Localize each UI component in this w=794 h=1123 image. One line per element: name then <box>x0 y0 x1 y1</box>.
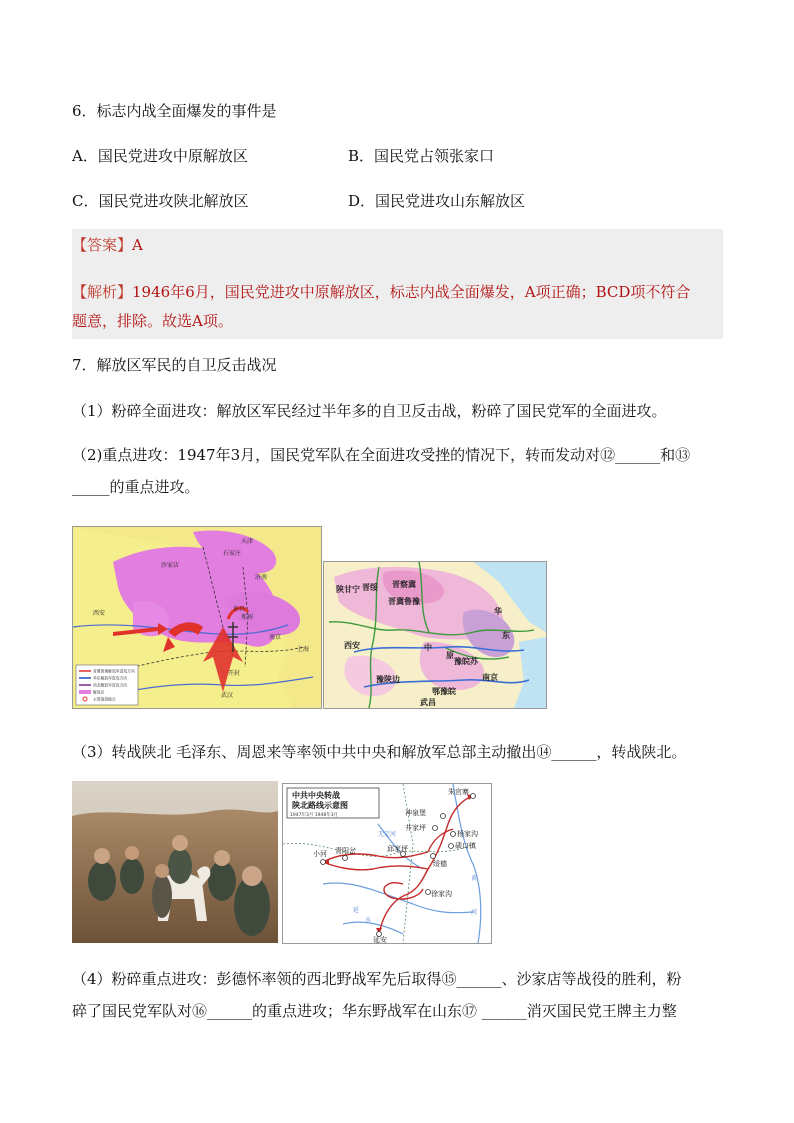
map1-legend-item-4: 解放区 <box>93 689 105 695</box>
q7-p3: （3）转战陕北 毛泽东、周恩来等率领中共中央和解放军总部主动撤出⑭______，转战陕北。 <box>72 743 687 761</box>
map1-label-xuchang: 许昌 <box>233 606 246 613</box>
map1-label-tianjin: 天津 <box>241 538 254 545</box>
map2-label-wuchang: 武昌 <box>420 698 436 707</box>
map3-place-suide: 绥德 <box>433 860 447 868</box>
map1-label-shijiazhuang: 石家庄 <box>223 550 242 557</box>
map2-label-jinsui: 晋绥 <box>362 583 378 592</box>
map1-legend-item-2: 华东解放军进攻方向 <box>93 675 128 681</box>
map3-place-qikouzhen: 碛口镇 <box>455 842 476 850</box>
map2-label-dong: 东 <box>502 631 510 640</box>
map1-legend-item-1: 晋冀鲁豫解放军进攻方向 <box>93 668 135 674</box>
map-central-offensive <box>72 526 322 709</box>
q7-p4-line1: （4）粉碎重点进攻：彭德怀率领的西北野战军先后取得⑮______、沙家店等战役的胜利，粉 <box>72 970 682 988</box>
q6-stem: 6．标志内战全面爆发的事件是 <box>72 102 277 120</box>
map1-label-zhengzhou: 郑州 <box>241 614 254 621</box>
analysis-line-1 <box>72 282 690 302</box>
answer-label: 【答案】 <box>72 236 133 254</box>
analysis-text-1: 1946年6月，国民党进攻中原解放区，标志内战全面爆发，A项正确；BCD项不符合 <box>132 283 691 301</box>
map2-label-xian: 西安 <box>344 641 360 650</box>
map2-label-yuan: 原 <box>446 651 454 660</box>
map2-label-zhong: 中 <box>424 643 432 652</box>
map3-river-shui: 水 <box>365 917 372 924</box>
map1-legend-item-3: 西北解放军进攻方向 <box>93 682 128 688</box>
map1-legend-item-5: 主要战役地点 <box>93 696 116 702</box>
map2-label-hua: 华 <box>494 607 502 616</box>
map2-label-jinchaji: 晋察冀 <box>392 580 416 589</box>
map3-place-yangjiagou: 杨家沟 <box>457 830 478 838</box>
map2-label-shaanganning: 陕甘宁 <box>336 585 360 594</box>
map3-place-shenquanbao: 神泉堡 <box>405 809 426 817</box>
q6-option-a[interactable]: A．国民党进攻中原解放区 <box>72 147 248 165</box>
answer-value: A <box>132 236 143 254</box>
map3-river-wuding: 无定河 <box>378 831 397 838</box>
map3-place-qiujiaping: 邱家坪 <box>387 845 408 853</box>
map1-label-nanjing: 南京 <box>269 634 282 641</box>
map2-label-yushanbian: 豫陕边 <box>376 675 400 684</box>
map1-label-shanghai: 上海 <box>297 646 310 653</box>
map3-river-he: 河 <box>471 909 478 916</box>
map3-place-qingyangcha: 青阳岔 <box>335 847 356 855</box>
map3-place-zhuguanzhai: 朱官寨 <box>448 788 469 796</box>
map3-river-yan: 延 <box>353 907 360 914</box>
map1-label-shajiadian: 沙家店 <box>161 562 180 569</box>
analysis-line-2: 题意，排除。故选A项。 <box>72 312 233 330</box>
q7-p1: （1）粉碎全面进攻：解放区军民经过半年多的自卫反击战，粉碎了国民党军的全面进攻。 <box>72 402 667 420</box>
map3-river-huang: 黄 <box>471 875 478 882</box>
q7-p4-line2: 碎了国民党军队对⑯______的重点进攻；华东野战军在山东⑰ ______消灭国民党王牌主力整 <box>72 1002 677 1020</box>
q6-option-c[interactable]: C．国民党进攻陕北解放区 <box>72 192 249 210</box>
map1-label-wuhan: 武汉 <box>221 692 234 699</box>
map3-place-xujiagou: 徐家沟 <box>431 890 452 898</box>
map3-title-2: 陕北路线示意图 <box>292 801 348 810</box>
map3-place-yanan: 延安 <box>373 936 387 943</box>
map-route-northern-shaanxi <box>282 783 492 944</box>
map2-label-yuwansu: 豫皖苏 <box>454 657 478 666</box>
map3-place-jingjiaping: 井家坪 <box>405 824 426 832</box>
q6-option-d[interactable]: D．国民党进攻山东解放区 <box>348 192 526 210</box>
photo-march-in-northern-shaanxi <box>72 781 278 943</box>
q7-p2-line2: _____的重点进攻。 <box>72 478 200 496</box>
answer-line <box>72 235 143 255</box>
map2-label-eyuwan: 鄂豫皖 <box>432 687 456 696</box>
map-liberated-areas <box>323 561 547 709</box>
q7-title: 7．解放区军民的自卫反击战况 <box>72 356 277 374</box>
map3-title-1: 中共中央转战 <box>292 791 340 800</box>
map1-label-xian: 西安 <box>93 610 106 617</box>
map1-label-kaifeng: 开封 <box>228 670 241 677</box>
analysis-label: 【解析】 <box>72 283 133 301</box>
map2-label-nanjing: 南京 <box>482 673 498 682</box>
map3-subtitle: 1947年3月 1948年3月 <box>290 813 339 818</box>
q6-option-b[interactable]: B．国民党占领张家口 <box>348 147 495 165</box>
map2-label-jinjiluyu: 晋冀鲁豫 <box>388 597 420 606</box>
q7-p2-line1: （2)重点进攻：1947年3月，国民党军队在全面进攻受挫的情况下，转而发动对⑫______和⑬ <box>72 446 691 464</box>
map3-place-xiaohe: 小河 <box>313 850 327 858</box>
map1-label-jinan: 济南 <box>255 574 268 581</box>
